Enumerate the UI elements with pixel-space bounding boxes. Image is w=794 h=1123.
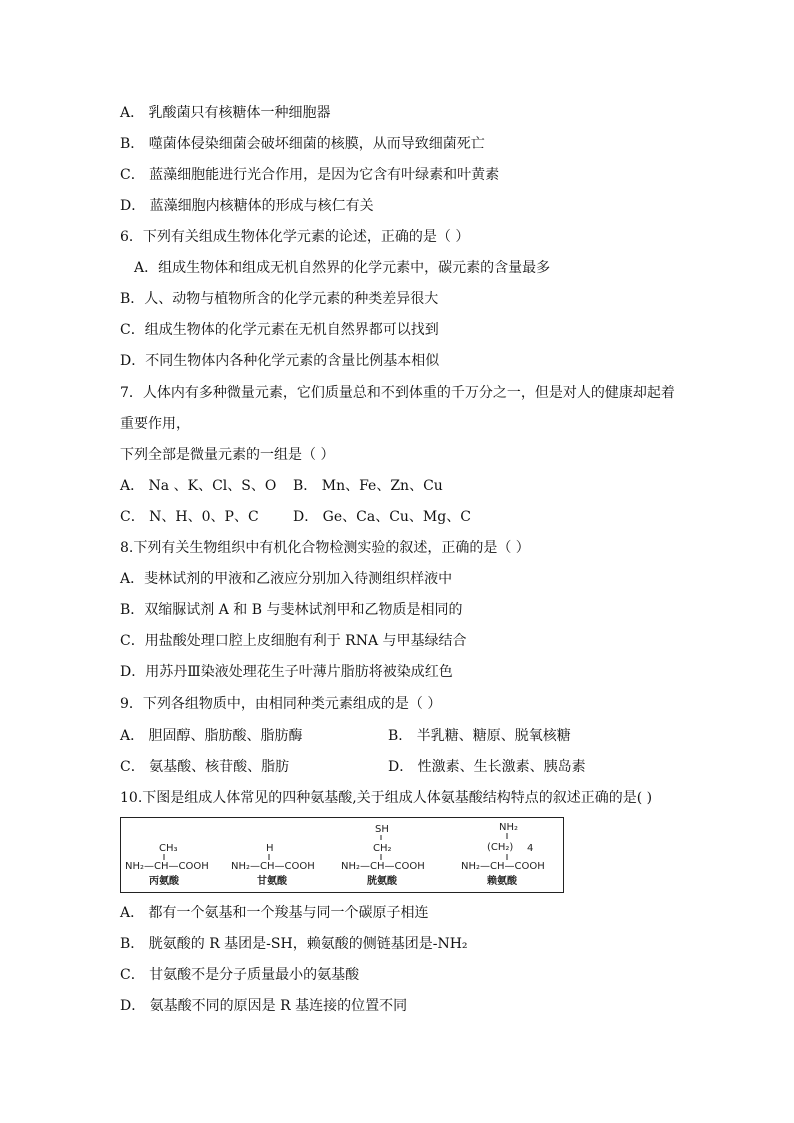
q10-option-d: D． 氨基酸不同的原因是 R 基连接的位置不同 — [120, 998, 408, 1014]
q7-stem-line3: 下列全部是微量元素的一组是（ ） — [120, 447, 335, 463]
q6-stem: 6．下列有关组成生物体化学元素的论述，正确的是（ ） — [120, 229, 470, 245]
q6-option-c: C．组成生物体的化学元素在无机自然界都可以找到 — [120, 322, 439, 338]
glycine-backbone: NH₂—CH—COOH — [231, 861, 315, 872]
q6-option-b: B．人、动物与植物所含的化学元素的种类差异很大 — [120, 291, 439, 307]
q9-stem: 9．下列各组物质中，由相同种类元素组成的是（ ） — [120, 696, 442, 712]
glycine-structure — [231, 843, 315, 887]
q5-option-c: C． 蓝藻细胞能进行光合作用，是因为它含有叶绿素和叶黄素 — [120, 167, 500, 183]
lysine-structure — [461, 822, 545, 887]
q7-stem-line2: 重要作用， — [120, 416, 190, 432]
q8-option-d: D．用苏丹Ⅲ染液处理花生子叶薄片脂肪将被染成红色 — [120, 664, 453, 680]
q10-option-a: A． 都有一个氨基和一个羧基与同一个碳原子相连 — [120, 905, 429, 921]
lysine-name: 赖氨酸 — [487, 876, 517, 887]
q9-option-b: B． 半乳糖、糖原、脱氧核糖 — [388, 728, 571, 744]
q10-option-c: C． 甘氨酸不是分子质量最小的氨基酸 — [120, 967, 360, 983]
q10-option-b: B． 胱氨酸的 R 基团是-SH，赖氨酸的侧链基团是-NH₂ — [120, 936, 468, 952]
q7-option-b: B． Mn、Fe、Zn、Cu — [293, 478, 443, 494]
q8-option-c: C．用盐酸处理口腔上皮细胞有利于 RNA 与甲基绿结合 — [120, 633, 467, 649]
cysteine-structure — [341, 824, 425, 887]
cysteine-side-chain-top: SH — [375, 824, 389, 835]
alanine-name: 丙氨酸 — [149, 876, 179, 887]
q5-option-d: D． 蓝藻细胞内核糖体的形成与核仁有关 — [120, 198, 374, 214]
q8-option-a: A．斐林试剂的甲液和乙液应分别加入待测组织样液中 — [120, 571, 453, 587]
q8-option-b: B．双缩脲试剂 A 和 B 与斐林试剂甲和乙物质是相同的 — [120, 602, 463, 618]
q9-option-d: D． 性激素、生长激素、胰岛素 — [388, 759, 586, 775]
q5-option-b: B． 噬菌体侵染细菌会破坏细菌的核膜，从而导致细菌死亡 — [120, 136, 485, 152]
q6-option-d: D．不同生物体内各种化学元素的含量比例基本相似 — [120, 353, 440, 369]
cysteine-side-chain: CH₂ — [373, 843, 392, 854]
q6-option-a: A．组成生物体和组成无机自然界的化学元素中，碳元素的含量最多 — [134, 260, 551, 276]
q9-option-c: C． 氨基酸、核苷酸、脂肪 — [120, 759, 290, 775]
alanine-side-chain: CH₃ — [159, 843, 178, 854]
lysine-side-chain-subscript: 4 — [527, 843, 534, 854]
lysine-side-chain: (CH₂) — [487, 842, 514, 853]
alanine-structure — [125, 843, 209, 887]
glycine-name: 甘氨酸 — [257, 876, 287, 887]
q7-option-a: A． Na 、K、Cl、S、O — [120, 478, 277, 494]
amino-acid-structures-figure — [120, 817, 564, 893]
q7-option-d: D． Ge、Ca、Cu、Mg、C — [293, 509, 471, 525]
cysteine-backbone: NH₂—CH—COOH — [341, 861, 425, 872]
alanine-backbone: NH₂—CH—COOH — [125, 861, 209, 872]
q5-option-a: A． 乳酸菌只有核糖体一种细胞器 — [120, 105, 331, 121]
q10-stem: 10.下图是组成人体常见的四种氨基酸,关于组成人体氨基酸结构特点的叙述正确的是( ) — [120, 790, 653, 806]
lysine-backbone: NH₂—CH—COOH — [461, 861, 545, 872]
cysteine-name: 胱氨酸 — [367, 876, 397, 887]
q9-option-a: A． 胆固醇、脂肪酸、脂肪酶 — [120, 728, 303, 744]
amino-acid-structures-svg — [121, 818, 565, 894]
q8-stem: 8.下列有关生物组织中有机化合物检测实验的叙述，正确的是（ ） — [120, 540, 530, 556]
lysine-side-chain-top: NH₂ — [499, 822, 519, 833]
q7-stem-line1: 7．人体内有多种微量元素，它们质量总和不到体重的千万分之一，但是对人的健康却起着 — [120, 385, 675, 401]
glycine-side-chain: H — [266, 843, 274, 854]
q7-option-c: C． N、H、0、P、C — [120, 509, 259, 525]
